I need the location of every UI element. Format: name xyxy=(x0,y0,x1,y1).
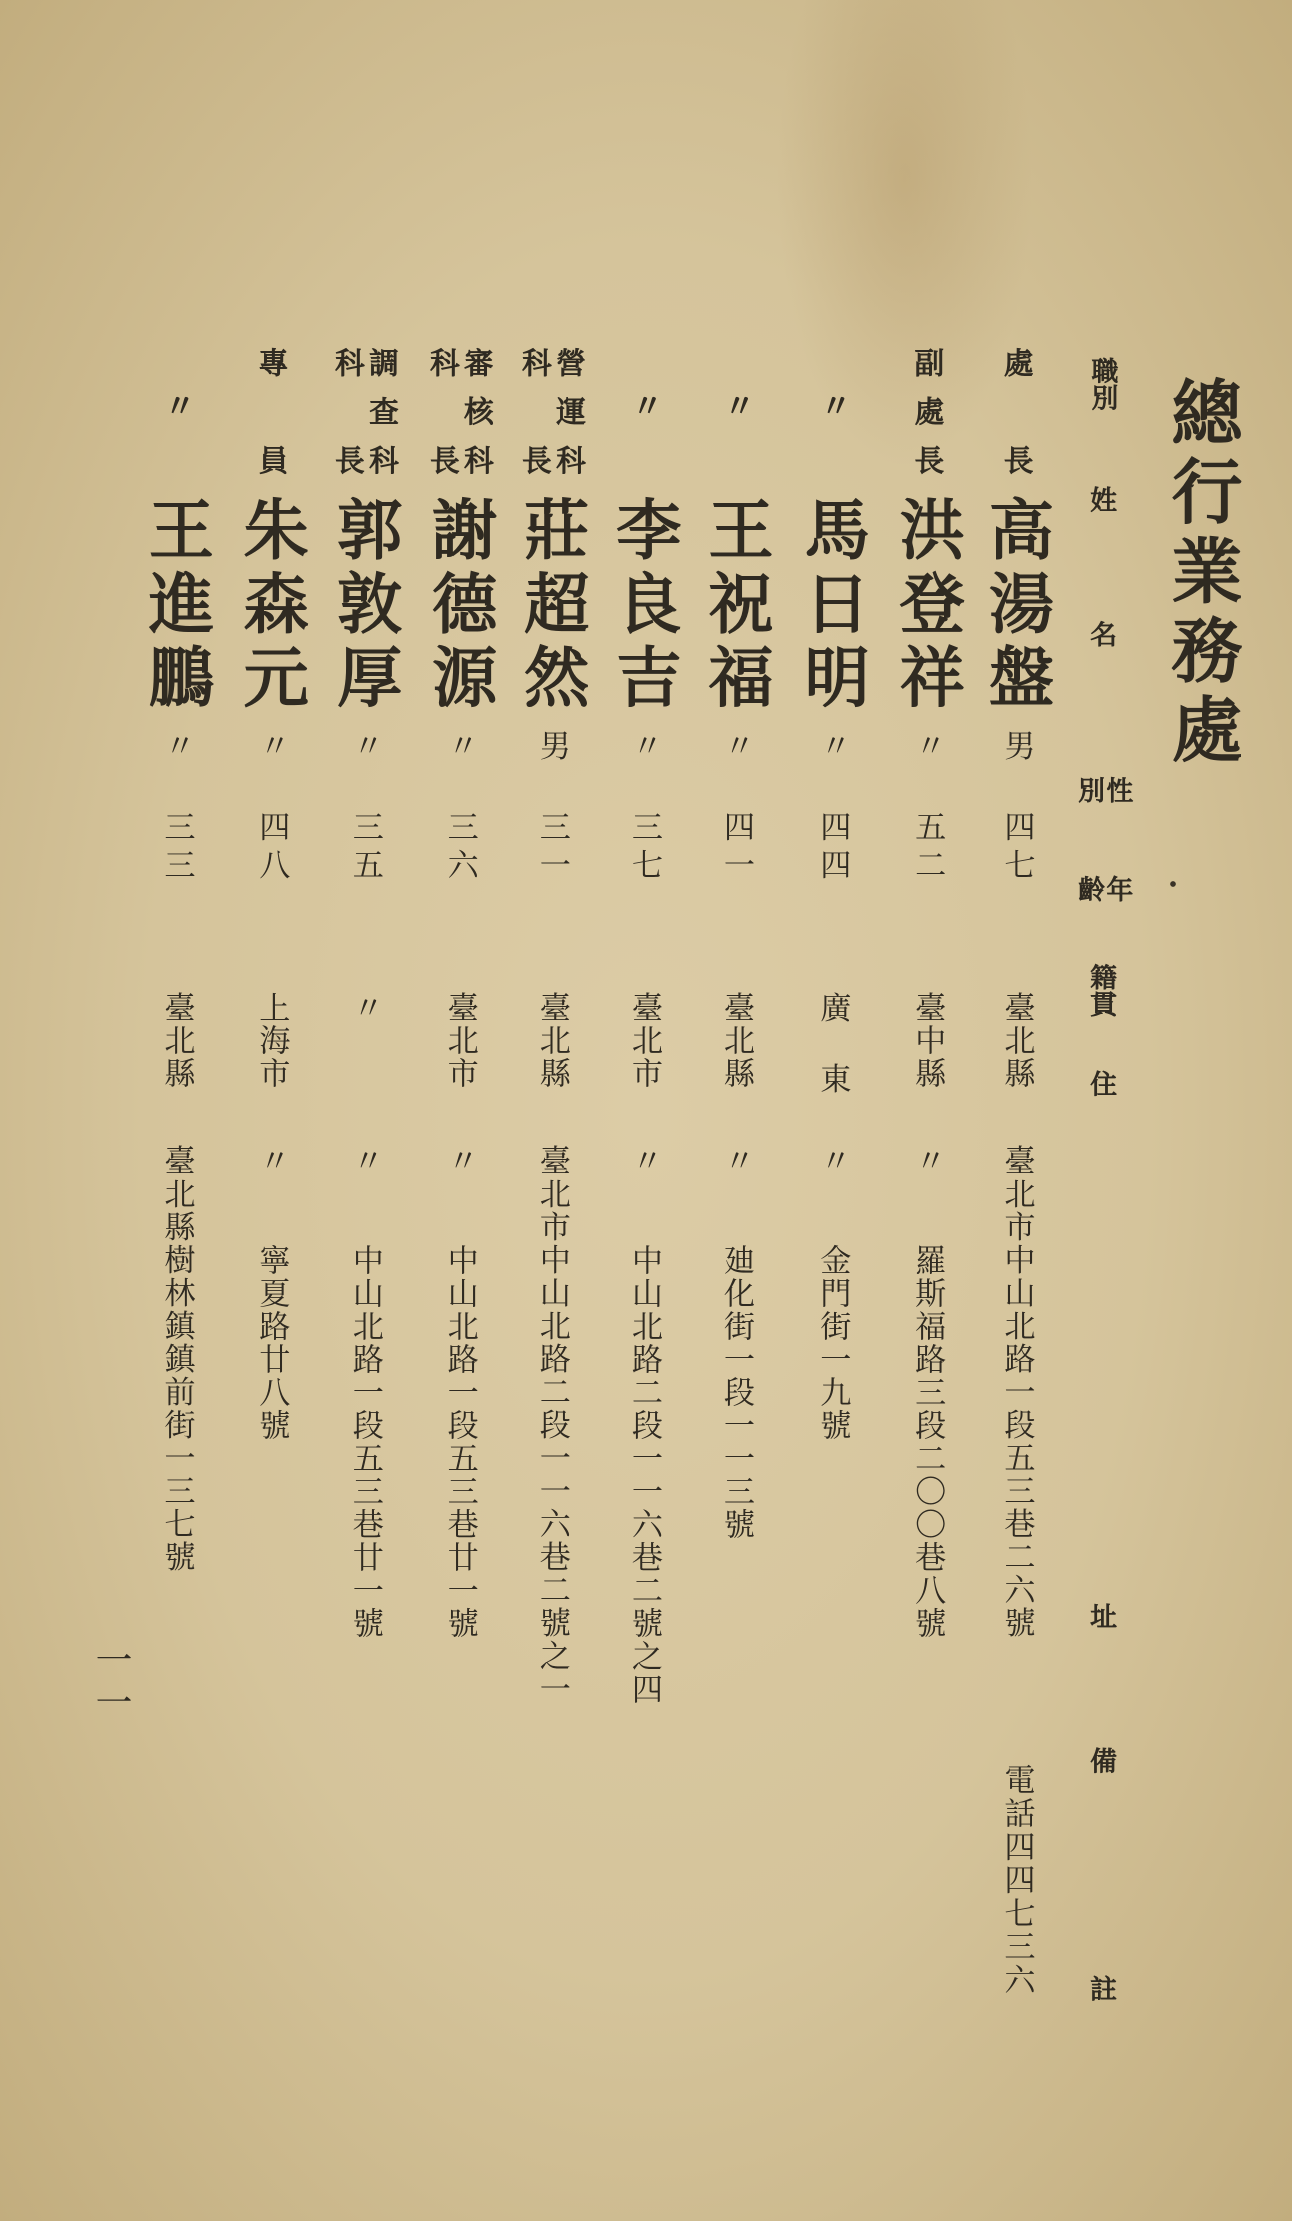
name-cell: 洪登祥 xyxy=(889,495,967,717)
native-place-cell: 臺北縣 xyxy=(159,991,195,1090)
position-cell xyxy=(626,347,664,475)
native-place-cell: 臺北縣 xyxy=(718,991,755,1090)
address-ditto: 〃 xyxy=(718,1144,755,1176)
position-text: 〃 xyxy=(815,389,853,421)
position-text: 處長 xyxy=(1000,347,1036,475)
address-cell: 中山北路二段一一六巷二號之四 xyxy=(626,1243,663,1706)
name-cell: 王進鵬 xyxy=(138,495,216,717)
header-remarks: 備註 xyxy=(1085,1746,1118,2002)
address-ditto: 〃 xyxy=(254,1144,290,1176)
age-cell: 四四 xyxy=(815,810,851,887)
name-cell: 高湯盤 xyxy=(978,495,1056,717)
position-cell xyxy=(426,347,496,475)
address-ditto: 〃 xyxy=(910,1144,946,1176)
address-cell: 臺北縣樹林鎮鎮前街一三七號 xyxy=(159,1144,195,1574)
table-row xyxy=(128,0,227,2221)
address-ditto: 〃 xyxy=(442,1144,479,1176)
header-position: 職別 xyxy=(1087,357,1119,411)
position-cell xyxy=(910,347,947,475)
header-address: 住址 xyxy=(1085,1069,1118,1630)
sex-cell: 〃 xyxy=(815,729,851,761)
sex-cell: 〃 xyxy=(718,729,755,761)
address-cell: 臺北市中山北路二段一一六巷二號之一 xyxy=(534,1144,571,1706)
address-ditto: 〃 xyxy=(815,1144,851,1176)
position-cell xyxy=(719,347,756,475)
name-cell: 王祝福 xyxy=(698,495,775,717)
native-place-cell: 廣東 xyxy=(815,991,851,1134)
sex-cell: 〃 xyxy=(254,729,290,761)
table-row xyxy=(687,0,786,2221)
age-cell: 五二 xyxy=(910,810,946,887)
sex-cell: 男 xyxy=(999,729,1035,761)
native-place-cell: 臺北市 xyxy=(626,991,663,1090)
age-cell: 四八 xyxy=(254,810,290,887)
position-text: 副處長 xyxy=(910,347,947,475)
position-cell xyxy=(331,347,401,475)
age-cell: 三五 xyxy=(347,810,384,887)
native-place-cell: 臺北市 xyxy=(442,991,479,1090)
page-number: 一一 xyxy=(89,1640,132,1726)
position-cell xyxy=(815,347,853,475)
remarks-cell: 電話四四七三六 xyxy=(999,1763,1035,1997)
native-place-cell: 臺北縣 xyxy=(534,991,571,1090)
native-place-cell: 〃 xyxy=(347,991,384,1025)
header-age: 年齡 xyxy=(1073,875,1134,903)
name-cell: 莊超然 xyxy=(514,495,591,717)
address-cell: 寧夏路廿八號 xyxy=(254,1243,290,1442)
punctuation-dot xyxy=(1170,881,1176,887)
position-text: 〃 xyxy=(719,389,756,421)
name-cell: 李良吉 xyxy=(606,495,683,717)
table-row xyxy=(878,0,977,2221)
age-cell: 四一 xyxy=(718,810,755,887)
address-cell: 臺北市中山北路一段五三巷二六號 xyxy=(999,1144,1035,1640)
table-row xyxy=(222,0,321,2221)
table-row xyxy=(316,0,415,2221)
name-cell: 朱森元 xyxy=(233,495,311,717)
position-cell xyxy=(518,347,588,475)
address-ditto: 〃 xyxy=(347,1144,384,1176)
age-cell: 三六 xyxy=(442,810,479,887)
name-cell: 謝德源 xyxy=(422,495,499,717)
sex-cell: 〃 xyxy=(626,729,663,761)
address-cell: 羅斯福路三段二〇〇巷八號 xyxy=(910,1243,946,1640)
sex-cell: 〃 xyxy=(159,729,195,761)
table-row xyxy=(595,0,694,2221)
position-cell xyxy=(1000,347,1036,475)
header-name: 姓名 xyxy=(1085,485,1118,648)
address-cell: 廸化街一段一一三號 xyxy=(718,1243,755,1541)
section-title: 總行業務處 xyxy=(1160,375,1244,773)
table-row xyxy=(783,0,882,2221)
name-cell: 馬日明 xyxy=(794,495,872,717)
native-place-cell: 臺中縣 xyxy=(910,991,946,1090)
sex-cell: 〃 xyxy=(910,729,946,761)
table-row xyxy=(411,0,510,2221)
header-native-place: 籍貫 xyxy=(1085,963,1118,1018)
name-cell: 郭敦厚 xyxy=(327,495,404,717)
address-cell: 中山北路一段五三巷廿一號 xyxy=(347,1243,384,1640)
age-cell: 三七 xyxy=(626,810,663,887)
table-row xyxy=(968,0,1067,2221)
position-text: 營運科 xyxy=(552,347,588,475)
position-text: 科長 xyxy=(518,347,554,475)
position-text: 科長 xyxy=(331,347,367,475)
position-text: 〃 xyxy=(159,389,197,421)
sex-cell: 〃 xyxy=(442,729,479,761)
address-cell: 金門街一九號 xyxy=(815,1243,851,1442)
position-cell xyxy=(255,347,291,475)
sex-cell: 男 xyxy=(534,729,571,761)
address-cell: 中山北路一段五三巷廿一號 xyxy=(442,1243,479,1640)
age-cell: 三一 xyxy=(534,810,571,887)
position-text: 科長 xyxy=(426,347,462,475)
sex-cell: 〃 xyxy=(347,729,384,761)
position-text: 審核科 xyxy=(460,347,496,475)
position-cell xyxy=(159,347,197,475)
native-place-cell: 臺北縣 xyxy=(999,991,1035,1090)
native-place-cell: 上海市 xyxy=(254,991,290,1090)
address-ditto: 〃 xyxy=(626,1144,663,1176)
header-sex: 性別 xyxy=(1073,776,1134,804)
header-column xyxy=(1053,0,1152,2221)
position-text: 專員 xyxy=(255,347,291,475)
age-cell: 四七 xyxy=(999,810,1035,887)
table-row xyxy=(503,0,602,2221)
age-cell: 三三 xyxy=(159,810,195,887)
position-text: 調查科 xyxy=(365,347,401,475)
position-text: 〃 xyxy=(626,389,664,421)
